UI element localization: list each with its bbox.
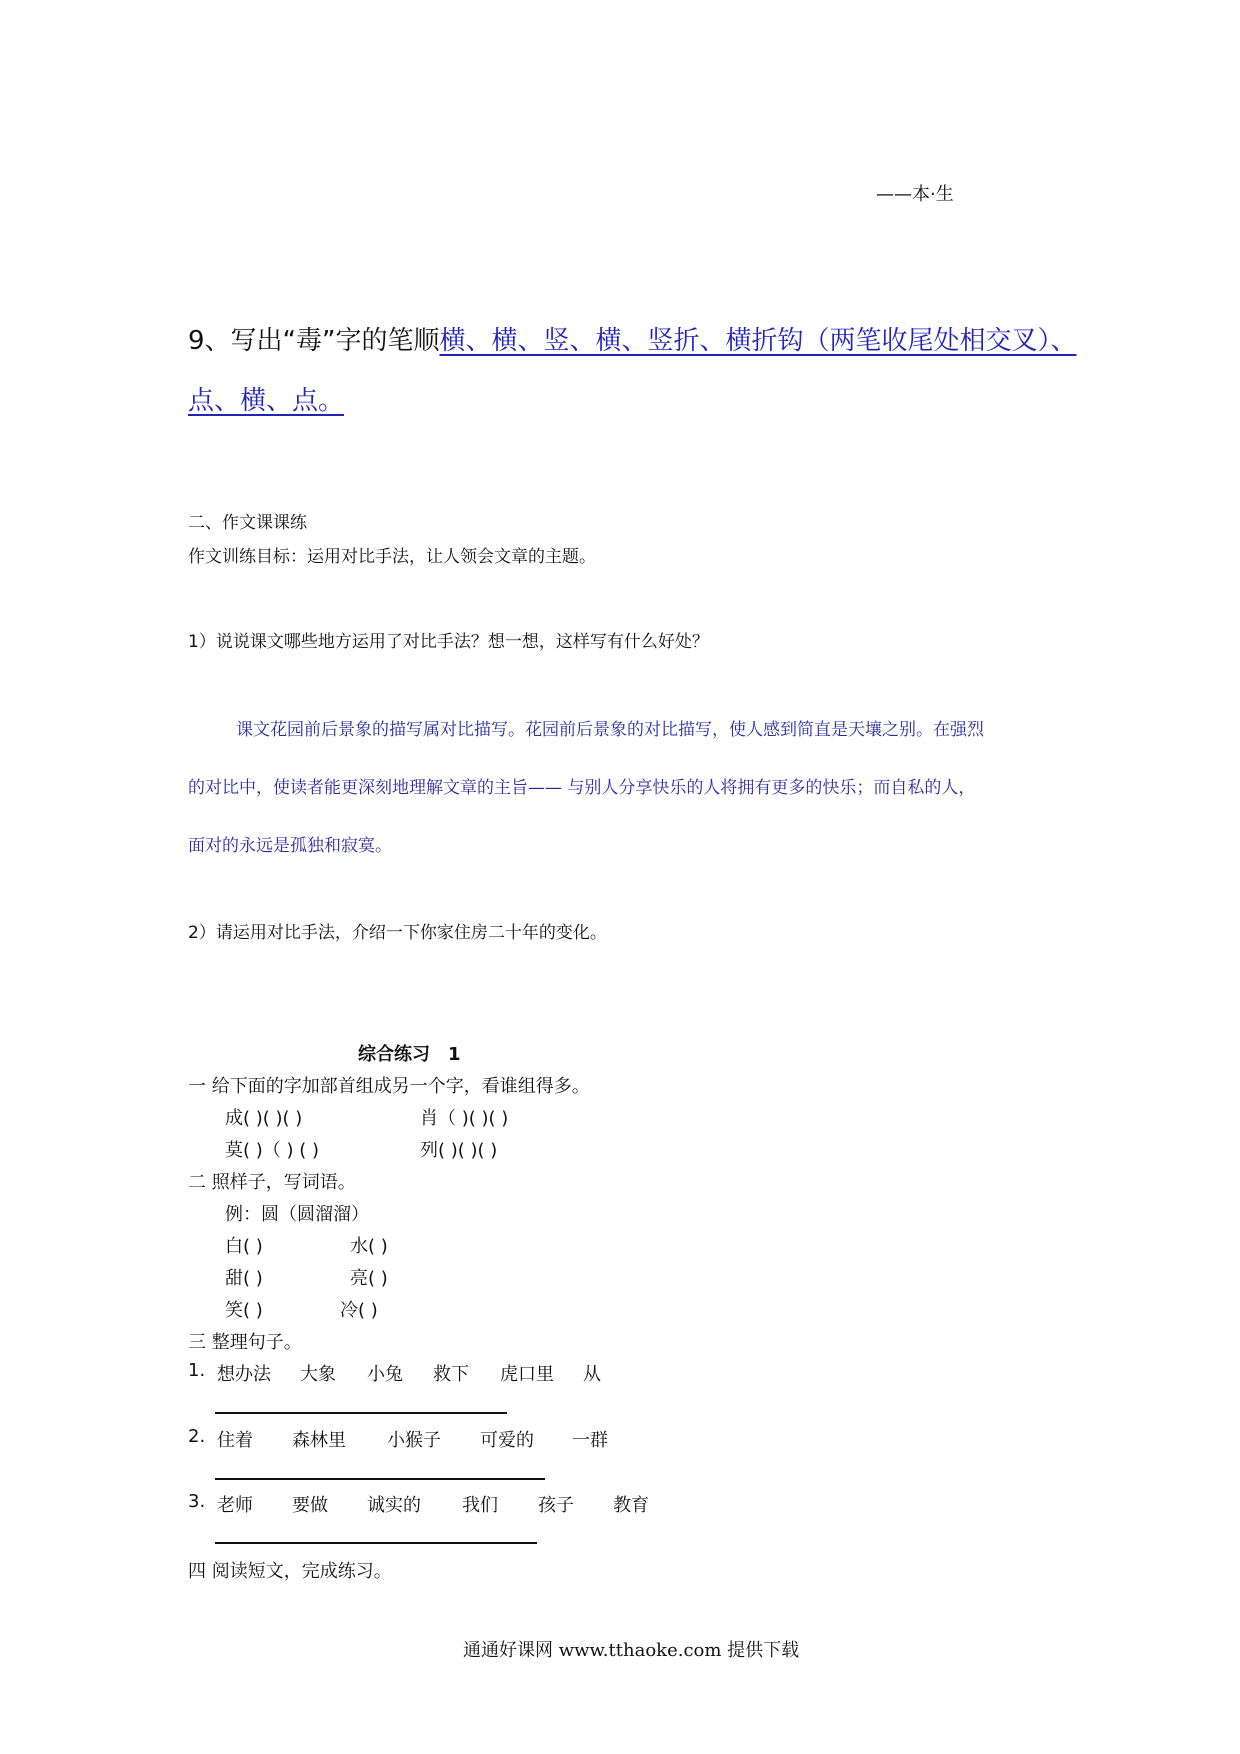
sentence-number: 2.	[188, 1426, 206, 1447]
part2-item-right: 水( )	[350, 1236, 388, 1257]
part1-row1-right: 肖（ )( )( )	[420, 1108, 509, 1129]
sentence-word: 要做	[292, 1495, 328, 1516]
sentence-word: 诚实的	[367, 1495, 421, 1516]
sentence-word: 可爱的	[480, 1430, 534, 1451]
sentence-word: 森林里	[292, 1430, 346, 1451]
part2-item-right: 亮( )	[350, 1268, 388, 1289]
part1-row2-right: 列( )( )( )	[420, 1140, 498, 1161]
part1-row2-left: 莫( )（ ) ( )	[225, 1140, 319, 1161]
section2-question1: 1）说说课文哪些地方运用了对比手法？想一想，这样写有什么好处？	[188, 632, 709, 652]
sentence-word: 老师	[217, 1495, 253, 1516]
sentence-number: 1.	[188, 1360, 206, 1381]
part2-item-right: 冷( )	[340, 1300, 378, 1321]
section2-question2: 2）请运用对比手法，介绍一下你家住房二十年的变化。	[188, 923, 607, 943]
sentence-word: 救下	[433, 1364, 469, 1385]
answer-blank-line[interactable]	[215, 1542, 537, 1544]
sentence-word: 一群	[572, 1430, 608, 1451]
sentence-word: 虎口里	[500, 1364, 554, 1385]
part4-heading: 四 阅读短文，完成练习。	[188, 1561, 392, 1582]
exercise-title: 综合练习 1	[358, 1044, 461, 1065]
q9-prompt: 9、写出“毒”字的笔顺	[188, 326, 440, 356]
section2-title: 二、作文课课练	[188, 513, 307, 533]
part1-row1-left: 成( )( )( )	[225, 1108, 303, 1129]
section2-answer1-line1: 课文花园前后景象的描写属对比描写。花园前后景象的对比描写，使人感到简直是天壤之别。在强烈	[236, 720, 984, 740]
section2-answer1-line2: 的对比中，使读者能更深刻地理解文章的主旨—— 与别人分享快乐的人将拥有更多的快乐；而自私的人，	[188, 778, 976, 798]
answer-blank-line[interactable]	[215, 1412, 507, 1414]
sentence-word: 从	[583, 1364, 601, 1385]
part3-heading: 三 整理句子。	[188, 1332, 302, 1353]
part2-item-left: 甜( )	[225, 1268, 263, 1289]
sentence-word: 我们	[462, 1495, 498, 1516]
sentence-word: 大象	[300, 1364, 336, 1385]
sentence-word: 住着	[217, 1430, 253, 1451]
part2-example: 例：圆（圆溜溜）	[225, 1204, 369, 1225]
part2-heading: 二 照样子，写词语。	[188, 1172, 356, 1193]
sentence-word: 想办法	[217, 1364, 271, 1385]
q9-line1	[188, 320, 1077, 357]
section2-answer1-line3: 面对的永远是孤独和寂寞。	[188, 836, 392, 856]
part1-heading: 一 给下面的字加部首组成另一个字，看谁组得多。	[188, 1076, 590, 1097]
sentence-word: 小兔	[367, 1364, 403, 1385]
footer-source: 通通好课网 www.tthaoke.com 提供下载	[463, 1640, 800, 1661]
sentence-number: 3.	[188, 1491, 206, 1512]
sentence-word: 小猴子	[387, 1430, 441, 1451]
part2-item-left: 白( )	[225, 1236, 263, 1257]
quote-attribution: ——本·生	[876, 184, 954, 205]
sentence-word: 孩子	[538, 1495, 574, 1516]
q9-answer-part1: 横、横、竖、横、竖折、横折钩（两笔收尾处相交叉）、	[439, 326, 1077, 356]
section2-goal: 作文训练目标：运用对比手法，让人领会文章的主题。	[188, 547, 596, 567]
answer-blank-line[interactable]	[215, 1478, 545, 1480]
part2-item-left: 笑( )	[225, 1300, 263, 1321]
q9-answer-part2: 点、横、点。	[188, 386, 345, 416]
sentence-word: 教育	[613, 1495, 649, 1516]
